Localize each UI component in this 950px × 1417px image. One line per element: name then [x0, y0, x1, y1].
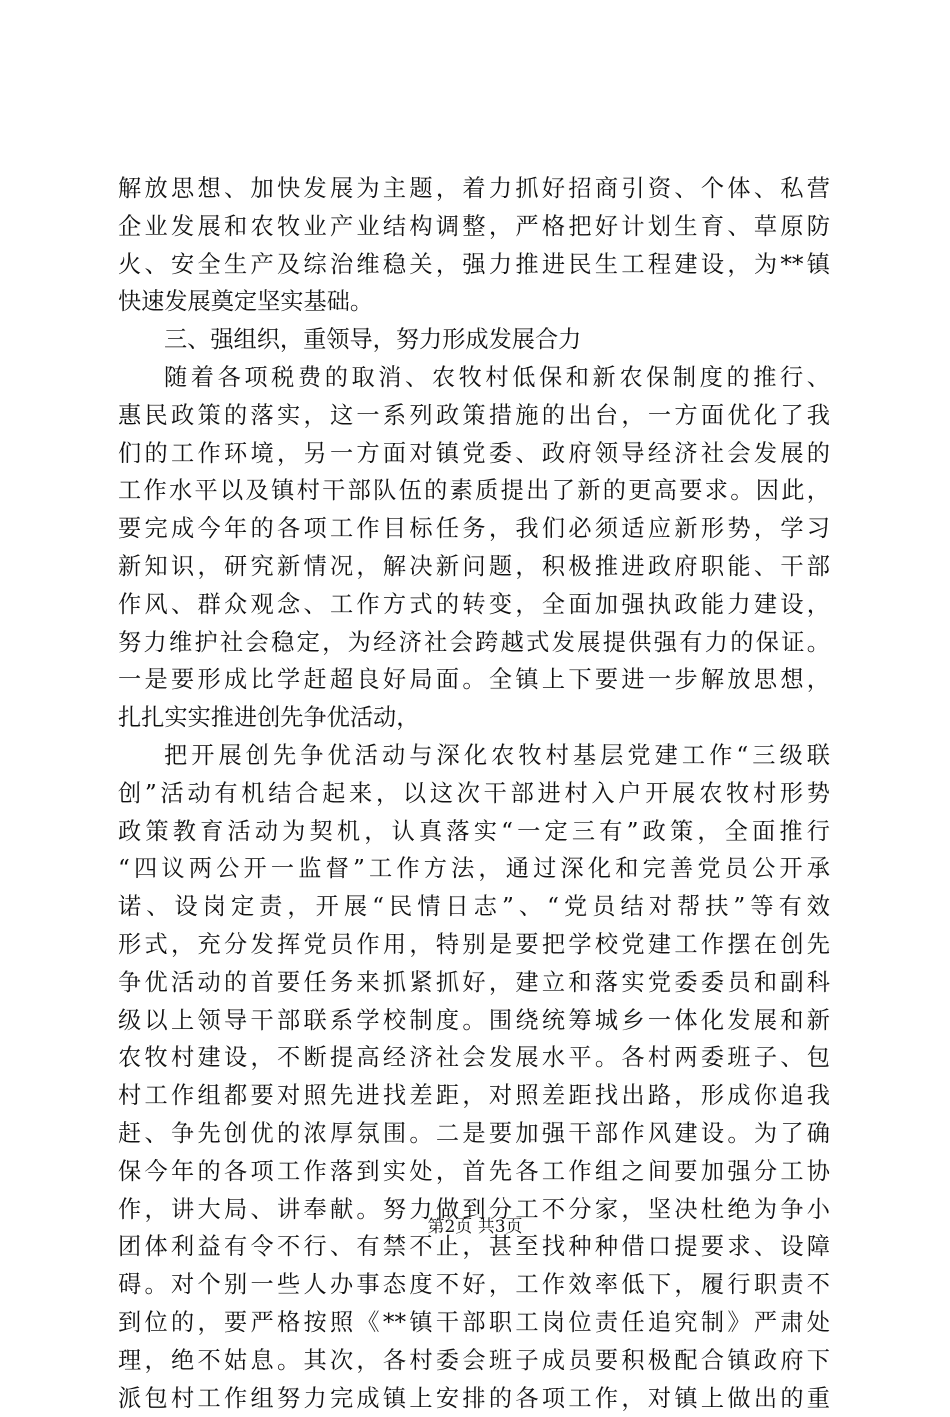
text-line: 到位的，要严格按照《**镇干部职工岗位责任追究制》严肃处	[118, 1304, 830, 1342]
text-line: 企业发展和农牧业产业结构调整，严格把好计划生育、草原防	[118, 208, 830, 246]
text-line: 村工作组都要对照先进找差距，对照差距找出路，形成你追我	[118, 1077, 830, 1115]
text-line: 要完成今年的各项工作目标任务，我们必须适应新形势，学习	[118, 510, 830, 548]
text-line: 解放思想、加快发展为主题，着力抓好招商引资、个体、私营	[118, 170, 830, 208]
text-line: 作风、群众观念、工作方式的转变，全面加强执政能力建设，	[118, 586, 830, 624]
text-line: 工作水平以及镇村干部队伍的素质提出了新的更高要求。因此，	[118, 472, 830, 510]
text-line: 赶、争先创优的浓厚氛围。二是要加强干部作风建设。为了确	[118, 1115, 830, 1153]
text-line: 扎扎实实推进创先争优活动，	[118, 699, 830, 737]
text-line: “四议两公开一监督”工作方法，通过深化和完善党员公开承	[118, 850, 830, 888]
text-line: 随着各项税费的取消、农牧村低保和新农保制度的推行、	[118, 359, 830, 397]
text-line: 把开展创先争优活动与深化农牧村基层党建工作“三级联	[118, 737, 830, 775]
text-line: 一是要形成比学赶超良好局面。全镇上下要进一步解放思想，	[118, 661, 830, 699]
text-line: 们的工作环境，另一方面对镇党委、政府领导经济社会发展的	[118, 435, 830, 473]
text-line: 惠民政策的落实，这一系列政策措施的出台，一方面优化了我	[118, 397, 830, 435]
text-line: 作，讲大局、讲奉献。努力做到分工不分家，坚决杜绝为争小	[118, 1191, 830, 1229]
text-line: 快速发展奠定坚实基础。	[118, 283, 830, 321]
text-line: 新知识，研究新情况，解决新问题，积极推进政府职能、干部	[118, 548, 830, 586]
text-line: 理，绝不姑息。其次，各村委会班子成员要积极配合镇政府下	[118, 1342, 830, 1380]
text-line: 派包村工作组努力完成镇上安排的各项工作，对镇上做出的重	[118, 1380, 830, 1417]
text-line: 火、安全生产及综治维稳关，强力推进民生工程建设，为**镇	[118, 246, 830, 284]
text-line: 保今年的各项工作落到实处，首先各工作组之间要加强分工协	[118, 1153, 830, 1191]
text-line: 级以上领导干部联系学校制度。围绕统筹城乡一体化发展和新	[118, 1002, 830, 1040]
text-line: 政策教育活动为契机，认真落实“一定三有”政策，全面推行	[118, 813, 830, 851]
text-line: 创”活动有机结合起来，以这次干部进村入户开展农牧村形势	[118, 775, 830, 813]
text-line: 争优活动的首要任务来抓紧抓好，建立和落实党委委员和副科	[118, 964, 830, 1002]
text-line: 努力维护社会稳定，为经济社会跨越式发展提供强有力的保证。	[118, 624, 830, 662]
text-line: 农牧村建设，不断提高经济社会发展水平。各村两委班子、包	[118, 1039, 830, 1077]
text-line: 诺、设岗定责，开展“民情日志”、“党员结对帮扶”等有效	[118, 888, 830, 926]
text-line: 团体利益有令不行、有禁不止，甚至找种种借口提要求、设障	[118, 1228, 830, 1266]
page-number-footer: 第2页 共3页	[0, 1216, 950, 1238]
text-line: 形式，充分发挥党员作用，特别是要把学校党建工作摆在创先	[118, 926, 830, 964]
section-heading: 三、强组织，重领导，努力形成发展合力	[118, 321, 830, 359]
text-line: 碍。对个别一些人办事态度不好，工作效率低下，履行职责不	[118, 1266, 830, 1304]
